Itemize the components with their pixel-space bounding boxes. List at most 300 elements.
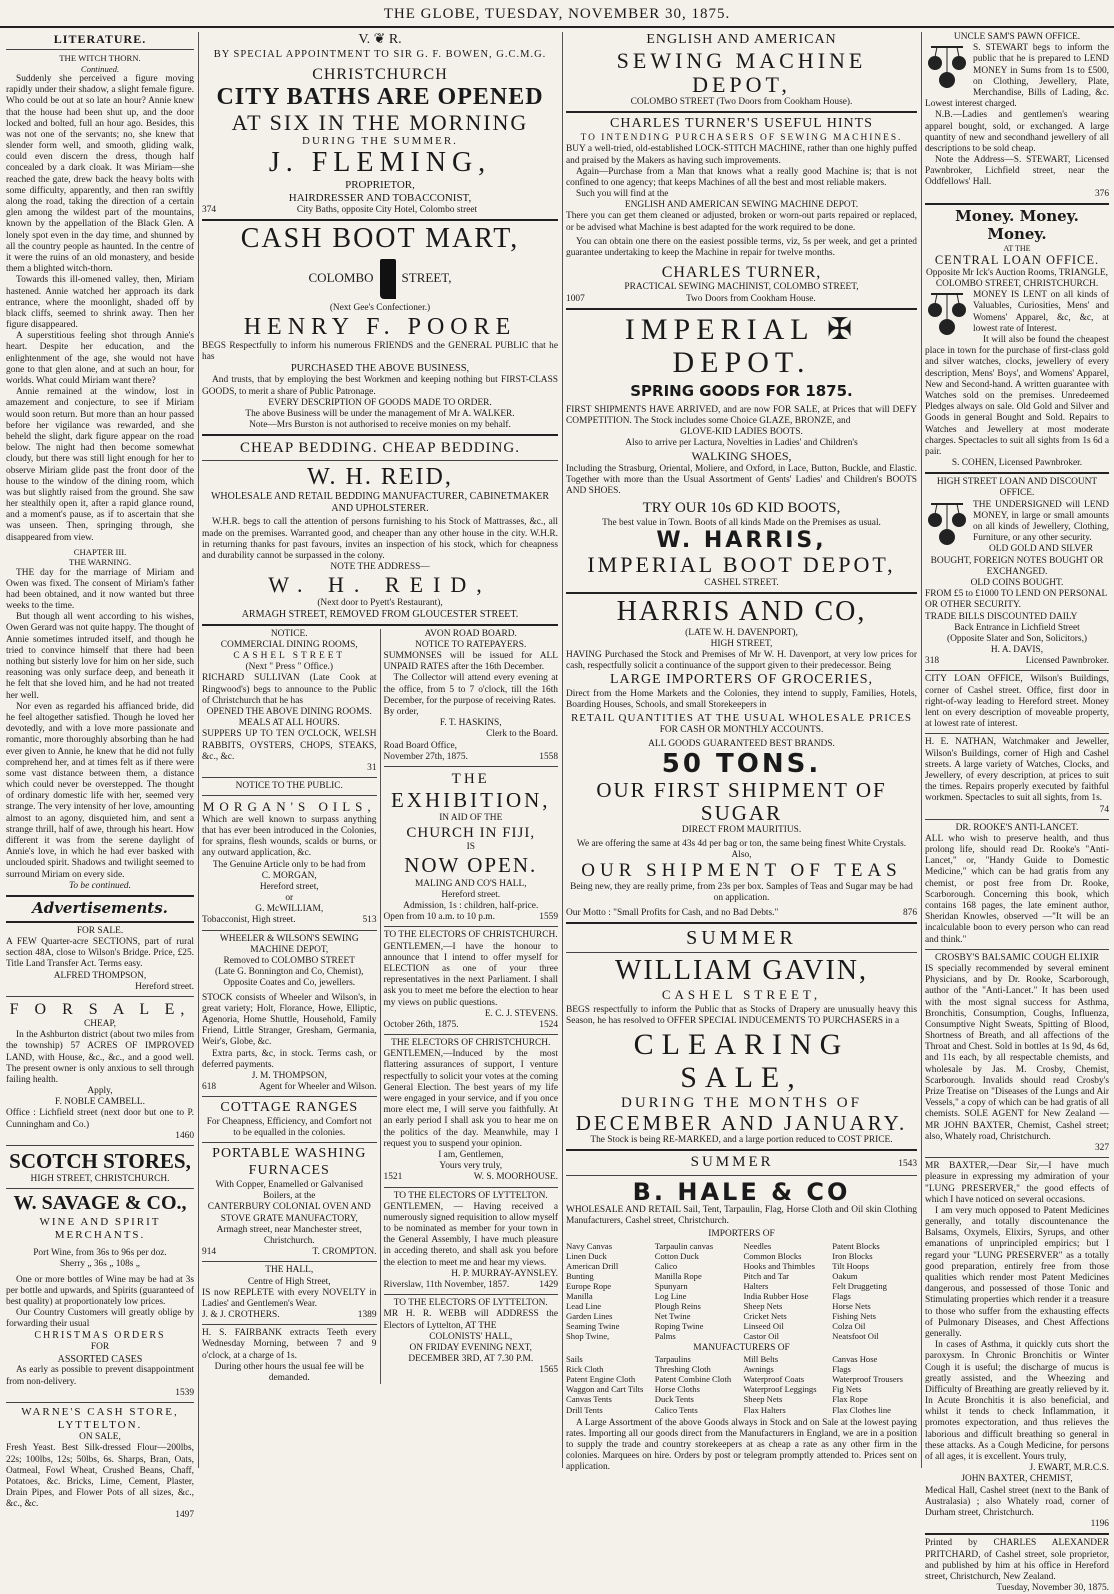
fleming-proprietor: PROPRIETOR, [345,178,415,191]
stevens-signature: E. C. J. STEVENS. [484,1008,558,1019]
baths-title-2: CITY BATHS ARE OPENED [216,84,544,111]
advertisements-heading: Advertisements. [32,898,168,917]
furnaces-body: With Copper, Enamelled or Galvanised Boilers, at the [215,1180,363,1202]
reid-name: W. H. REID, [307,464,453,491]
boot-colombo: COLOMBO [308,269,374,285]
wheeler-late: (Late G. Bonnington and Co, Chemist), Opposite Coates and Co, jewellers. [215,967,364,989]
column-4 [921,32,1109,1594]
ad-number: 1543 [898,1158,917,1169]
list-item: Patent Combine Cloth [654,1374,732,1385]
avon-order: By order, [383,706,419,717]
hale-name: B. HALE & CO [632,1177,851,1206]
stevens-body: GENTLEMEN,—I have the honour to announce that I intend to offer myself for ELECTION as one of your three representatives in the next Parliament. I shall ask you to meet me before the election to hear my views on public questions. [383,941,558,1008]
poore-body-2: And trusts, that by employing the best Workmen and keeping nothing but FIRST-CLASS GOODS, to merit a share of Public Patronage. [202,375,558,397]
imperial-boot-depot: IMPERIAL BOOT DEPOT, [587,552,896,578]
spring-goods: SPRING GOODS FOR 1875. [630,381,853,400]
turner-such: Such you will find at the [576,189,669,200]
list-item: Calico [654,1260,678,1271]
exhibition-title: EXHIBITION, [390,787,551,812]
boot-street: STREET, [401,269,452,285]
retail-quantities: RETAIL QUANTITIES AT THE USUAL WHOLESALE PRICES [570,711,913,724]
hall-body: IS now REPLETE with every NOVELTY in Ladies' and Gentlemen's Wear. [202,1287,377,1309]
importers-of: IMPORTERS OF [708,1229,775,1240]
christmas-orders: CHRISTMAS ORDERS [34,1330,166,1342]
english-american-heading: ENGLISH AND AMERICAN [646,32,837,47]
list-item: Waterproof Coats [743,1374,805,1385]
summer-heading: SUMMER [686,926,797,949]
for-sale-signature-2: F. NOBLE CAMBELL. [55,1097,145,1108]
sewing-address: COLOMBO STREET (Two Doors from Cookham House). [630,97,853,108]
maling-address: Hereford street. [441,889,501,900]
december-january: DECEMBER AND JANUARY. [575,1110,908,1135]
cottage-ranges: COTTAGE RANGES [220,1100,359,1116]
morgan-g-address: Tobacconist, High street. [202,915,296,926]
reid-note: NOTE THE ADDRESS— [330,562,430,573]
morgan-c: C. MORGAN, [261,870,317,881]
during-months: DURING THE MONTHS OF [621,1094,862,1111]
fairbank-body-2: During other hours the usual fee will be demanded. [214,1361,364,1384]
for-sale-body: A FEW Quarter-acre SECTIONS, part of rural section 48A, close to Wilson's Bridge. Price, £25. Title Land Transfer Act. Terms easy. [6,936,194,970]
avon-body-2: The Collector will attend every evening at the office, from 5 to 7 o'clock, till the 16th December, for the purpose of receiving Rates. [383,673,558,706]
spring-arrive: Also to arrive per Lactura, Novelties in Ladies' and Children's [625,438,858,449]
walking-body: Including the Strasburg, Oriental, Moliere, and Oxford, in Lace, Button, Buckle, and Elastic. Together with more than the Usual Assortment of Gents' Ladies' and Children's BOOTS AND SHOES. [566,463,917,497]
for-sale-heading-2: F O R S A L E, [9,1000,191,1018]
ad-number: 1559 [539,912,558,923]
harris-co-high: HIGH STREET, [710,638,773,649]
list-item: Patent Engine Cloth [566,1374,636,1385]
ad-number: 31 [367,762,377,773]
ad-number: 1539 [175,1387,194,1398]
harris-name: W. HARRIS, [656,528,827,554]
gavin-body: BEGS respectfully to inform the Public that as Stocks of Drapery are unusually heavy this Season, he has resolved to OFFER SPECIAL INDUCEMENTS TO PURCHASERS in a [566,1005,917,1027]
list-item: Waterproof Leggings [743,1384,817,1395]
list-item: Garden Lines [566,1310,613,1321]
spring-body: FIRST SHIPMENTS HAVE ARRIVED, and are now FOR SALE, at Prices that will DEFY COMPETITION. The Stock includes some Choice GLAZE, BRONZE, and [566,404,917,426]
warne-items: Fresh Yeast. Best Silk-dressed Flour—200lbs, 22s; 100lbs, 12s; 50lbs, 6s. Sharps, Bran, Oats, Oatmeal, Fowl Wheat, Crushed Beans, Chaff, Potatoes, &c. Bricks, Lime, Cement, Plaster, Drain Pipes, and Flower Pots of all sizes, &c., &c., &c. [6,1443,194,1510]
exhibition-hours: Open from 10 a.m. to 10 p.m. [383,912,495,923]
list-item: Sails [566,1354,583,1365]
cottage-body: For Cheapness, Efficiency, and Comfort not to be equalled in the colonies. [206,1117,372,1139]
list-item: Waterproof Trousers [832,1374,903,1385]
ad-number: 327 [1094,1142,1109,1153]
teas-body: Being new, they are really prime, from 23s per box. Samples of Teas and Sugar may be had on application. [570,882,913,904]
hall-centre: Centre of High Street, [247,1276,331,1287]
story-paragraph: Nor even as regarded his affianced bride, did he feel altogether satisfied. Though he loved her devotedly, and with a love more passionate and romantic, more thoroughly absorbing than he had ever given to Annie, he knew that he did not fully comprehend her, and at times felt as if there were some vast distance between them, a distance which could never be overstepped. The thought of ordinary domestic life with her, seemed very strange. The very intensity of her love, amounting almost to an agony, disquieted him, and sent a strange thrill, half of awe, through his heart. How different it was from the serene daylight of Annie's love, in which he had ever basked with unclouded spirit. Shadows and twilight seemed to surround Miriam on every side. [6,701,194,880]
central-address: Opposite Mr Ick's Auction Rooms, TRIANGLE, COLOMBO STREET, CHRISTCHURCH. [926,267,1108,290]
list-item: Horse Cloths [654,1384,700,1395]
baths-title-1: CHRISTCHURCH [312,66,448,84]
hale-footer: A Large Assortment of the above Goods always in Stock and on Sale at the lowest paying rates. Importing all our goods direct from the Manufacturers in England, we are in a position to supply the trade and country storekeepers at as cheap a rate as any other firm in the colonies. Marquees on hire. Orders by post or telegram promptly attended to. Prices sent on application. [566,1417,917,1473]
manufacturers-of: MANUFACTURERS OF [693,1343,790,1354]
importers-list [566,1241,917,1341]
cheap-bedding: CHEAP BEDDING. CHEAP BEDDING. [240,440,520,457]
list-item: Calico Tents [654,1404,698,1415]
nathan-body: H. E. NATHAN, Watchmaker and Jeweller, Wilson's Buildings, corner of High and Cashel streets. A large variety of Watches, Clocks, and Jewellery, of every description, at prices to suit the times. Repairs properly executed by faithful workmen. Spectacles to suit all sights, from 1s. [925,737,1109,804]
aynsley-body: GENTLEMEN, — Having received a numerously signed requisition to allow myself to be nominated as member for your town in the General Assembly, I have much pleasure in acceding thereto, and shall ask you before the election to meet me and hear my views. [383,1201,558,1268]
for-sale-body-2: In the Ashburton district (about two miles from the township) 57 ACRES OF IMPROVED LAND, with House, &c., &c., and a good well. The present owner is only anxious to sell through failing health. [6,1030,194,1085]
try-kid-boots: TRY OUR 10s 6D KID BOOTS, [642,500,841,517]
morgans-genuine: The Genuine Article only to be had from [212,859,366,870]
lyttelton-heading: TO THE ELECTORS OF LYTTELTON. [393,1190,548,1201]
for-sale-signature: ALFRED THOMPSON, [53,970,147,981]
high-street-bills: TRADE BILLS DISCOUNTED DAILY [925,611,1078,622]
canterbury-oven: CANTERBURY COLONIAL OVEN AND STOVE GRATE MANUFACTORY, [207,1202,371,1224]
webb-date: ON FRIDAY EVENING NEXT, [409,1342,533,1353]
list-item: Canvas Hose [832,1354,878,1365]
scotch-stores-title: SCOTCH STORES, [9,1149,191,1174]
morgan-c-address: Hereford street, [259,881,319,892]
story-paragraph: Towards this ill-omened valley, then, Miriam hastened. Annie watched her approach its dark entrance, where the moonlight, shaded off by black cliffs, seemed to shrink away. Then her figure disappeared. [6,275,194,331]
for-sale-office: Office : Lichfield street (next door but one to P. Cunningham and Co.) [6,1108,194,1130]
ad-number: 318 [925,656,940,667]
central-loan-office: CENTRAL LOAN OFFICE. [934,253,1100,268]
ad-number: 1524 [539,1019,558,1030]
boot-next-gee: (Next Gee's Confectioner.) [329,302,431,313]
aynsley-signature: H. P. MURRAY-AYNSLEY. [451,1268,558,1279]
special-appointment: BY SPECIAL APPOINTMENT TO SIR G. F. BOWEN, G.C.M.G. [213,48,547,60]
morgans-oils-body: Which are well known to surpass anything that has ever been introduced in the Colonies, for sprains, flesh wounds, scalds or burns, or any outward application, &c. [202,814,377,859]
list-item: Rick Cloth [566,1364,604,1375]
guaranteed-brands: ALL GOODS GUARANTEED BEST BRANDS. [648,738,835,749]
for-sale-cheap: CHEAP, [83,1018,117,1029]
list-item: Shop Twine, [566,1331,610,1342]
story-paragraph: Suddenly she perceived a figure moving rapidly under their shadow, a slight female figure. Who could be out at so late an hour? Annie knew that the house had been shut up, and the door locked and bolted, full an hour ago. Besides, this was not one of the servants; no, she knew that slender form well, and smooth, gliding walk, could even discern the dress, though half concealed by a dark cloak. It was Miriam—she reached the gate, drew back the heavy bolts with some difficulty, apparently, and then ran swiftly along the road, taking the direction of a certain glen among the wildest part of the mountains, known by the appellation of the Black Glen. A lonely spot even in the day time, and shunned by all the country people as haunted. In the centre of it were the ruins of an old monastery, and beside them a blighted witch-thorn. [6,73,194,275]
high-street-loan: HIGH STREET LOAN AND DISCOUNT OFFICE. [936,477,1098,499]
list-item: Common Blocks [743,1250,802,1261]
money-heading: Money. Money. Money. [955,206,1079,243]
list-item: Seaming Twine [566,1320,620,1331]
turner-doors: Two Doors from Cookham House. [685,293,816,304]
story-paragraph: Annie remained at the window, lost in amazement and conjecture, to see if Miriam would soon return. But more than an hour passed before her vigilance was rewarded, and she beheld the slight, dark figure appear on the road below. The night had then become somewhat cloudy, but there was still light enough for her to observe Miriam glide past the front door of the house to the window of the dining room, which was but slightly raised from the ground. She saw her stealthily open it, after a rapid glance round, and a moment's pause, as if to ascertain that she was unseen. Then, springing through, she disappeared from view. [6,387,194,543]
pawn-balls-icon [925,500,969,548]
dining-rooms-1: COMMERCIAL DINING ROOMS, [220,639,358,650]
reid-body: W.H.R. begs to call the attention of persons furnishing to his Stock of Mattrasses, &c., all made on the premises. Warranted good, and cheaper than any other house in the city. W.H.R. in returning thanks for past favours, invites an inspection of his stock, which for cheapness and durability cannot be surpassed in the colony. [202,517,558,562]
list-item: Awnings [743,1364,774,1375]
turner-depot: ENGLISH AND AMERICAN SEWING MACHINE DEPOT. [624,200,859,211]
fleming-name: J. FLEMING, [268,146,492,178]
gavin-name: WILLIAM GAVIN, [615,954,868,986]
turner-body-4: You can obtain one there on the easiest possible terms, viz, 5s per week, and get a printed guarantee undertaking to keep the Machine in repair for twelve months. [566,236,917,259]
list-item: Sheep Nets [743,1300,783,1311]
wheeler-body: STOCK consists of Wheeler and Wilson's, in great variety; Holt, Florance, Howe, Elliptic, Agenoria, Home Shuttle, Household, Family Friend, Little Stranger, Gresham, Germania, Weir's, Globe, &c. [202,992,377,1048]
walking-shoes: WALKING SHOES, [691,449,792,464]
list-item: Cotton Duck [654,1250,699,1261]
stewart-body: S. STEWART begs to inform the public that he is prepared to LEND MONEY in Sums from 1s to £500, on Clothing, Jewellery, Plate, Merchandise, Bills of Lading, &c. Lowest interest charged. [925,43,1109,110]
christmas-for: FOR [90,1342,110,1353]
hale-body: WHOLESALE AND RETAIL Sail, Tent, Tarpaulin, Flag, Horse Cloth and Oil skin Clothing Manufacturers, Cashel street, Christchurch. [566,1205,917,1227]
poore-every: EVERY DESCRIPTION OF GOODS MADE TO ORDER. [268,397,492,408]
ad-number: 1007 [566,293,585,304]
wheeler-extra: Extra parts, &c, in stock. Terms cash, or deferred payments. [202,1048,377,1070]
poore-note: Note—Mrs Burston is not authorised to receive monies on my behalf. [249,420,511,431]
teas-shipment: OUR SHIPMENT OF TEAS [581,860,902,882]
list-item: Canvas Tents [566,1394,612,1405]
turner-body-2: Again—Purchase from a Man that knows what a really good Machine is; that is not confined to one agency; that keeps Machines of all the best and most reliable makers. [566,166,917,188]
moorhouse-am: I am, Gentlemen, [438,1149,504,1160]
moorhouse-signature: W. S. MOORHOUSE. [473,1172,558,1183]
rooke-heading: DR. ROOKE'S ANTI-LANCET. [955,822,1079,833]
list-item: Tarpaulin canvas [654,1240,714,1251]
poore-management: The above Business will be under the management of Mr A. WALKER. [245,408,515,419]
list-item: Manilla Rope [654,1270,702,1281]
ad-number: 376 [1094,188,1109,199]
stewart-note: Note the Address—S. STEWART, Licensed Pawnbroker, Lichfield street, near the Oddfellows' Hall. [925,155,1109,188]
story-paragraph: A superstitious feeling shot through Annie's heart. Despite her education, and the enlightenment of the age, she would not have gone to that glen alone, and at such an hour, for worlds. What could Miriam want there? [6,331,194,387]
reid-subtitle: WHOLESALE AND RETAIL BEDDING MANUFACTURER, CABINETMAKER AND UPHOLSTERER. [210,490,550,514]
poore-purchased: PURCHASED THE ABOVE BUSINESS, [290,362,470,374]
list-item: Needles [743,1240,772,1251]
sugar-body: We are offering the same at 43s 4d per bag or ton, the same being finest White Crystals. Also, [576,838,907,861]
stevens-date: October 26th, 1875. [383,1019,459,1030]
list-item: Hooks and Thimbles [743,1260,815,1271]
motto: Our Motto : "Small Profits for Cash, and no Bad Debts." [566,907,779,918]
fleming-trade: HAIRDRESSER AND TOBACCONIST, [288,191,472,204]
canterbury-address: Armagh street, near Manchester street, Christchurch. [216,1224,362,1246]
notice-heading: NOTICE. [270,628,308,639]
list-item: Lead Line [566,1300,602,1311]
dining-rooms-3: (Next " Press " Office.) [245,662,333,673]
ad-number: 1389 [357,1310,377,1321]
list-item: Mill Belts [743,1354,779,1365]
assorted-cases: ASSORTED CASES [57,1353,143,1365]
baxter-body: MR BAXTER,—Dear Sir,—I have much pleasure in expressing my admiration of your "LUNG PRESERVER," the good effects of which I have noticed on several occasions. [925,1161,1109,1205]
baxter-body-3: In cases of Asthma, it quickly cuts short the paroxysm. In Chronic Bronchitis or Winter Cough it is useful; the discharge of mucus is greatly assisted, and the Wheezing and Difficulty of Breathing are greatly relieved by it. In Acute Bronchitis it is also beneficial, and whilst it tends to check Inflammation, it promotes expectoration, and thus relieves the laborious and difficult breathing so general in these attacks. As a Cough Medicine, for persons of all ages, it is excellent. Yours truly, [925,1340,1109,1463]
list-item: Europe Rope [566,1280,612,1291]
ad-number: 1558 [539,751,558,762]
direct-mauritius: DIRECT FROM MAURITIUS. [681,824,802,835]
high-street-lend: FROM £5 to £1000 TO LEND ON PERSONAL OR OTHER SECURITY. [925,589,1107,611]
list-item: Linseed Oil [743,1320,784,1331]
list-item: Flax Halters [743,1404,786,1415]
ewart-signature: J. EWART, M.R.C.S. [1029,1463,1109,1474]
exhibition-now-open: NOW OPEN. [404,853,538,878]
high-street-coins: OLD COINS BOUGHT. [970,577,1064,588]
list-item: Flags [832,1290,851,1301]
printer-imprint: Printed by CHARLES ALEXANDER PRITCHARD, of Cashel street, sole proprietor, and published by him at his office in Hereford street, Christchurch, New Zealand. [925,1538,1109,1582]
davis-licensed: Licensed Pawnbroker. [1025,656,1109,667]
hall-heading: THE HALL, [265,1265,314,1276]
turner-body-3: There you can get them cleaned or adjusted, broken or worn-out parts repaired or replaced, or be advised what Machine is best adapted for the work required to be done. [566,211,917,233]
turner-trade: PRACTICAL SEWING MACHINIST, COLOMBO STREET, [624,282,859,293]
notice-to-public: NOTICE TO THE PUBLIC. [235,781,343,792]
masthead: THE GLOBE, TUESDAY, NOVEMBER 30, 1875. [0,0,1114,28]
aynsley-date: Riverslaw, 11th November, 1857. [383,1280,510,1291]
warne-heading: WARNE'S CASH STORE, LYTTELTON. [21,1405,179,1432]
exhibition-in-aid: IN AID OF THE [439,813,503,824]
morgans-oils-title: MORGAN'S OILS, [202,799,376,815]
baxter-body-2: I am very much opposed to Patent Medicines generally, and totally discountenance the Balsams, Oxymels, Elixirs, Syrups, and other emanations of unprincipled empirics; but I regard your "LUNG PRESERVER" as a totally good preparation, entirely free from those qualities which render most Patent Medicines dangerous, and possessed of those Tonic and Stimulating properties which render it a treasure to those who suffer from the exhausting effects of Pulmonary Diseases, and Chest Affections generally. [925,1205,1109,1339]
list-item: Flax Clothes line [832,1404,891,1415]
turner-name: CHARLES TURNER, [661,264,822,282]
avon-body: SUMMONSES will be issued for ALL UNPAID RATES after the 16th December. [383,651,558,673]
list-item: Log Line [654,1290,687,1301]
cash-boot-mart-title: CASH BOOT MART, [240,223,520,255]
dining-meals: MEALS AT ALL HOURS. [238,718,340,729]
to-be-continued: To be continued. [69,880,131,891]
wheeler-heading: WHEELER & WILSON'S SEWING MACHINE DEPOT, [219,933,359,955]
chapter-heading: CHAPTER III. [73,546,127,557]
savage-sherry: Sherry „ 36s „ 108s „ [60,1259,140,1270]
list-item: Cricket Nets [743,1310,787,1321]
ad-number: 513 [362,915,377,926]
story-paragraph: THE day for the marriage of Miriam and Owen was fixed. The consent of Miriam's father had been obtained, and it now wanted but three weeks to the time. [6,567,194,612]
avon-heading: AVON ROAD BOARD. [424,628,517,639]
imperial-depot: IMPERIAL ✠ DEPOT. [624,312,859,379]
ad-number: 618 [202,1082,217,1093]
morgan-or: or [285,893,294,904]
turner-body-1: BUY a well-tried, old-established LOCK-STITCH MACHINE, rather than one highly puffed and praised by the Makers as having such improvements. [566,144,917,166]
ad-number: 74 [1099,804,1109,815]
avon-office: Road Board Office, [383,740,458,751]
list-item: Pitch and Tar [743,1270,790,1281]
list-item: Threshing Cloth [654,1364,711,1375]
savage-subtitle: WINE AND SPIRIT [39,1215,161,1228]
continued-label: Continued. [80,63,120,74]
lyttelton-heading-2: TO THE ELECTORS OF LYTTELTON. [393,1298,548,1309]
spring-glove: GLOVE-KID LADIES BOOTS. [680,427,803,437]
maling-hall: MALING AND CO'S HALL, [414,878,527,889]
ad-number: 374 [202,204,217,215]
for-sale-heading: FOR SALE. [76,925,124,936]
literature-heading: LITERATURE. [53,32,147,46]
chapter-subtitle: THE WARNING. [68,557,132,568]
ad-number: 876 [902,907,917,918]
uncle-sam-heading: UNCLE SAM'S PAWN OFFICE. [953,32,1081,42]
at-the: AT THE [1003,243,1031,253]
list-item: Fishing Nets [832,1310,876,1321]
pawn-balls-icon [925,43,969,91]
boot-icon [380,259,396,299]
cash-monthly: FOR CASH OR MONTHLY ACCOUNTS. [659,724,824,735]
list-item: Tarpaulins [654,1354,691,1365]
ad-number: 1429 [539,1280,558,1291]
royal-crest: V. ❦ R. [358,32,402,47]
dining-suppers: SUPPERS UP TO TEN O'CLOCK, WELSH RABBITS, OYSTERS, CHOPS, STEAKS, &c., &c. [202,729,377,762]
list-item: Flags [832,1364,851,1375]
sewing-machine-depot: SEWING MACHINE DEPOT, [616,47,867,97]
avon-signature: F. T. HASKINS, [439,718,502,729]
turner-hints: CHARLES TURNER'S USEFUL HINTS [610,116,873,132]
reid-address: ARMAGH STREET, REMOVED FROM GLOUCESTER STREET. [241,608,519,620]
gavin-stock: The Stock is being RE-MARKED, and a large portion reduced to COST PRICE. [590,1134,893,1145]
harris-co-name: HARRIS AND CO, [616,595,867,627]
printer-date: Tuesday, November 30, 1875. [996,1583,1109,1594]
column-3 [562,32,917,1473]
city-loan-office: CITY LOAN OFFICE, Wilson's Buildings, corner of Cashel street. Office, first door in right-of-way leading to Hereford street. Money lent on every description of moveable property, at lowest rate of interest. [925,674,1109,730]
webb-time: DECEMBER 3RD, AT 7.30 P.M. [408,1354,534,1365]
list-item: Flax Rope [832,1394,868,1405]
list-item: Patent Blocks [832,1240,880,1251]
crosby-body: IS specially recommended by several eminent Physicians, and by Dr. Rooke, Scarborough, author of the "Anti-Lancet." It has been used with the most signal success for Asthma, Bronchitis, Consumption, Coughs, Influenza, Consumptive Night Sweats, Spitting of Blood, Shortness of Breath, and all affections of the Throat and Chest. Sold in bottles at 1s 9d, 4s 6d, and 11s each, by all respectable chemists, and wholesale by Jas. M. Crosby, Chemist, Scarborough. Invalids should read Crosby's Prize Treatise on "Diseases of the Lungs and Air Vessels," a copy of which can be had gratis of all chemists. SOLE AGENT for New Zealand — MR JOHN BAXTER, Chemist, Cashel street; also, Whately road, Christchurch. [925,963,1109,1142]
dining-rooms-2: CASHEL STREET [233,651,346,662]
list-item: Fig Nets [832,1384,862,1395]
dining-opened: OPENED THE ABOVE DINING ROOMS. [206,706,372,717]
ad-number: 1521 [383,1172,403,1183]
list-item: Palms [654,1331,676,1342]
avon-clerk: Clerk to the Board. [486,729,558,740]
column-1 [6,32,194,1521]
harris-cashel: CASHEL STREET. [704,577,779,588]
baths-title-3: AT SIX IN THE MORNING [231,109,529,135]
clearing-sale: CLEARING SALE, [633,1027,850,1094]
crompton-signature: T. CROMPTON. [312,1247,377,1258]
webb-hall: COLONISTS' HALL, [429,1331,513,1342]
rooke-body: ALL who wish to preserve health, and thus prolong life, should read Dr. Rooke's "Anti-Lancet," or, "Handy Guide to Domestic Medicine," which can be had gratis from any chemist, or post free from Dr. Rooke, Scarborough. Concerning this book, which contains 168 pages, the late eminent author, Sheridan Knowles, observed —"It will be an incalculable boon to every person who can read and think." [925,833,1109,945]
list-item: Spunyarn [654,1280,688,1291]
list-item: Neatsfoot Oil [832,1331,879,1342]
portable-washing: PORTABLE WASHING [212,1146,367,1162]
list-item: Iron Blocks [832,1250,873,1261]
list-item: Linen Duck [566,1250,607,1261]
savage-body: One or more bottles of Wine may be had at 3s per bottle and upwards, and Spirits (guaranteed of best quality) at proportionately low prices. [6,1274,194,1307]
sugar-shipment: OUR FIRST SHIPMENT OF SUGAR [596,777,887,825]
list-item: Manilla [566,1290,593,1301]
moorhouse-body: GENTLEMEN,—Induced by the most flattering assurances of support, I venture respectfully to solicit your votes at the coming General Election. The best years of my life were engaged in your service, and if you once more elect me, I will serve you faithfully. At an early period I shall ask you to hear me on the politics of the day. Meanwhile, may I request you to suspend your opinion. [383,1049,558,1149]
list-item: Sheep Nets [743,1394,783,1405]
reid-name-2: W. H. REID, [268,572,492,598]
list-item: Plough Reins [654,1300,701,1311]
warne-on-sale: ON SALE, [79,1432,121,1443]
list-item: Roping Twine [654,1320,704,1331]
high-street-gold: OLD GOLD AND SILVER BOUGHT, FOREIGN NOTES BOUGHT OR EXCHANGED. [930,544,1104,577]
baxter-address: Medical Hall, Cashel street (next to the Bank of Australasia) ; also Whately road, corner of Durham street, Christchurch. [925,1485,1109,1518]
large-importers: LARGE IMPORTERS OF GROCERIES, [609,672,874,688]
gavin-cashel: CASHEL STREET, [661,986,822,1002]
cohen-signature: S. COHEN, Licensed Pawnbroker. [951,458,1083,469]
list-item: Duck Tents [654,1394,694,1405]
exhibition-admission: Admission, 1s : children, half-price. [403,901,539,912]
summer-heading-2: SUMMER [690,1153,774,1170]
morgan-g: G. McWILLIAM, [255,904,324,915]
fifty-tons: 50 TONS. [661,748,822,779]
electors-heading: TO THE ELECTORS OF CHRISTCHURCH. [383,930,558,941]
wheeler-agent: Agent for Wheeler and Wilson. [259,1082,377,1093]
poore-name: HENRY F. POORE [243,314,517,341]
hall-signature: J. & J. CROTHERS. [202,1310,280,1321]
exhibition-church-fiji: CHURCH IN FIJI, [406,825,536,842]
savage-subtitle-2: MERCHANTS. [54,1229,146,1242]
furnaces: FURNACES [248,1163,330,1179]
baxter-chemist: JOHN BAXTER, CHEMIST, [961,1474,1073,1485]
savage-port: Port Wine, from 36s to 96s per doz. [33,1248,167,1259]
pawn-balls-icon [925,290,969,338]
stewart-nb: N.B.—Ladies and gentlemen's wearing apparel bought, sold, or exchanged. A large quantity of new and secondhand jewellery of all descriptions to be sold cheap. [925,110,1109,154]
try-sub: The best value in Town. Boots of all kinds Made on the Premises as usual. [602,518,881,529]
christmas-note: As early as possible to prevent disappointment from non-delivery. [6,1365,194,1387]
manufacturers-list [566,1354,917,1414]
wheeler-removed: Removed to COLOMBO STREET [223,956,355,967]
ad-number: 1497 [175,1510,194,1521]
list-item: Castor Oil [743,1331,780,1342]
fairbank-body: H. S. FAIRBANK extracts Teeth every Wednesday Morning, between 7 and 9 o'clock, at a charge of 1s. [202,1328,377,1361]
list-item: Horse Nets [832,1300,871,1311]
list-item: Halters [743,1280,769,1291]
exhibition-the: THE [451,770,490,787]
list-item: Net Twine [654,1310,691,1321]
list-item: Oakum [832,1270,858,1281]
webb-body: MR H. R. WEBB will ADDRESS the Electors of Lyttelton, AT THE [383,1309,558,1331]
harris-co-body: HAVING Purchased the Stock and Premises of Mr W. H. Davenport, at very low prices for cash, respectfully solicit a continuance of the support given to their predecessor. Being [566,649,917,672]
ad-number: 914 [202,1247,217,1258]
reid-next: (Next door to Pyett's Restaurant), [317,597,443,608]
for-sale-apply: Apply, [87,1086,113,1097]
poore-body: BEGS Respectfully to inform his numerous FRIENDS and the GENERAL PUBLIC that he has [202,340,558,362]
central-body-2: It will also be found the cheapest place in town for the purchase of first-class gold and silver watches, clocks, jewellery of every description, Mens' Boys', and Womens' Apparel, New and Second-hand. A written guarantee with Watches sold on the premises. Unredeemed Pledges always on sale. Old Gold and Silver and Goods in general Bought and Sold. Repairs to Watches and Jewellery at most moderate charges. Spectacles to suit all sights from 1s 6d a pair. [925,335,1109,457]
list-item: Drill Tents [566,1404,603,1415]
ad-number: 1565 [539,1365,558,1376]
scotch-stores-address: HIGH STREET, CHRISTCHURCH. [30,1174,170,1184]
moorhouse-yours: Yours very truly, [439,1161,503,1172]
